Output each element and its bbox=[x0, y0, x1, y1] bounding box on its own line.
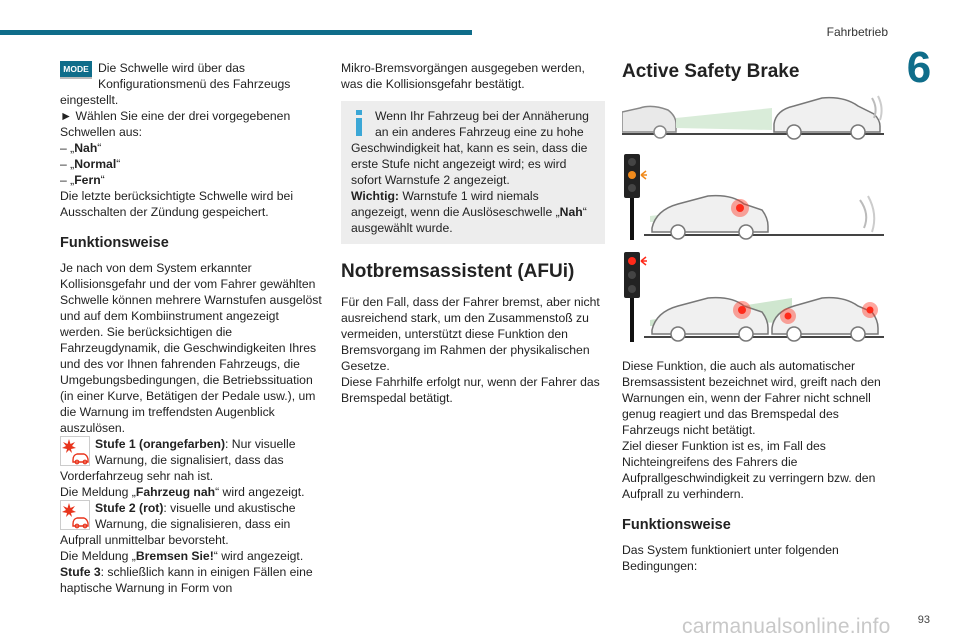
mode-text: Die Schwelle wird über das Konfigurationsmenü des Fahrzeugs eingestellt. bbox=[60, 61, 291, 107]
stufe2-label: Stufe 2 (rot) bbox=[95, 501, 164, 515]
illustration-brake-stage bbox=[622, 250, 886, 344]
msg-text: Bremsen Sie! bbox=[135, 549, 214, 563]
info-icon bbox=[351, 110, 367, 136]
mode-icon: MODE bbox=[60, 61, 92, 79]
important-threshold: Nah bbox=[559, 205, 583, 219]
stufe3-text: : schließlich kann in einigen Fällen eine haptische Warnung in Form von bbox=[60, 565, 313, 595]
dash: – „ bbox=[60, 157, 75, 171]
active-safety-brake-heading: Active Safety Brake bbox=[622, 61, 800, 82]
funktionsweise-body-2: Das System funktioniert unter folgenden Bedingungen: bbox=[622, 543, 839, 573]
info-important bbox=[351, 188, 595, 236]
stufe3-label: Stufe 3 bbox=[60, 565, 101, 579]
illustration-warning-stage bbox=[622, 148, 886, 242]
quote-end: “ bbox=[100, 173, 105, 187]
funktionsweise-heading: Funktionsweise bbox=[60, 235, 169, 251]
info-text: Wenn Ihr Fahrzeug bei der Annäherung an ein anderes Fahrzeug eine zu hohe Geschwindigkeit hat, kann es sein, dass die erste Stufe nicht angezeigt wird; es wird sofort Warnstufe 2 angezeigt. bbox=[351, 109, 589, 187]
stufe2-message bbox=[60, 548, 324, 564]
threshold-name: Fern bbox=[74, 173, 101, 187]
stufe1-message bbox=[60, 484, 324, 500]
important-text: Warnstufe 1 wird niemals angezeigt, wenn die Auslöseschwelle „ bbox=[351, 189, 560, 219]
column-1 bbox=[60, 60, 324, 596]
stufe1-label: Stufe 1 (orangefarben) bbox=[95, 437, 226, 451]
collision-warning-icon bbox=[60, 436, 90, 466]
dash: – „ bbox=[60, 173, 75, 187]
threshold-item-nah bbox=[60, 140, 324, 156]
funktionsweise-heading-2: Funktionsweise bbox=[622, 517, 731, 533]
illustration-car-following bbox=[622, 90, 886, 142]
select-instruction: ► Wählen Sie eine der drei vorgegebenen Schwellen aus: bbox=[60, 109, 291, 139]
threshold-name: Nah bbox=[74, 141, 98, 155]
last-threshold-note: Die letzte berücksichtigte Schwelle wird bei Ausschalten der Zündung gespeichert. bbox=[60, 189, 294, 219]
afu-heading: Notbremsassistent (AFUi) bbox=[341, 261, 575, 282]
stufe3-paragraph bbox=[60, 564, 324, 596]
info-box bbox=[341, 101, 605, 244]
funktionsweise-body: Je nach von dem System erkannter Kollisionsgefahr und der vom Fahrer gewählten Schwelle können mehrere Warnstufen ausgelöst und auf dem Kombiinstrument angezeigt werden. Sie berücksichtigen die Fahrzeugdynamik, die Geschwindigkeiten Ihres und des vor Ihnen fahrenden Fahrzeugs, die Umgebungsbedingungen, die Betriebssituation (in einer Kurve, Betätigen der Pedale usw.), um die Warnung im treffendsten Augenblick auszulösen. bbox=[60, 261, 322, 435]
collision-warning-icon bbox=[60, 500, 90, 530]
dash: – „ bbox=[60, 141, 75, 155]
stufe2-text: : visuelle und akustische Warnung, die signalisieren, dass ein Aufprall unmittelbar bevorsteht. bbox=[60, 501, 296, 547]
msg-post: “ wird angezeigt. bbox=[215, 485, 305, 499]
afu-body-2: Diese Fahrhilfe erfolgt nur, wenn der Fahrer das Bremspedal betätigt. bbox=[341, 375, 600, 405]
stufe1-paragraph bbox=[60, 436, 324, 484]
chapter-number: 6 bbox=[906, 43, 932, 92]
header-accent-bar bbox=[0, 30, 472, 35]
stufe2-paragraph bbox=[60, 500, 324, 548]
page-number: 93 bbox=[917, 614, 930, 626]
asb-body-2: Ziel dieser Funktion ist es, im Fall des Nichteingreifens des Fahrers die Aufprallgeschwindigkeit zu verringern bzw. den Aufprall zu verhindern. bbox=[622, 439, 876, 501]
important-text-end: “ ausgewählt wurde. bbox=[351, 205, 587, 235]
quote-end: “ bbox=[116, 157, 121, 171]
column-3 bbox=[622, 60, 886, 574]
msg-post: “ wird angezeigt. bbox=[213, 549, 304, 563]
quote-end: “ bbox=[97, 141, 102, 155]
threshold-item-fern bbox=[60, 172, 324, 188]
important-label: Wichtig: bbox=[351, 189, 399, 203]
threshold-item-normal bbox=[60, 156, 324, 172]
watermark: carmanualsonline.info bbox=[682, 615, 891, 638]
msg-pre: Die Meldung „ bbox=[60, 549, 136, 563]
header-title: Fahrbetrieb bbox=[826, 25, 888, 39]
stufe1-text: : Nur visuelle Warnung, die signalisiert, dass das Vorderfahrzeug sehr nah ist. bbox=[60, 437, 296, 483]
msg-pre: Die Meldung „ bbox=[60, 485, 136, 499]
msg-text: Fahrzeug nah bbox=[135, 485, 216, 499]
continued-text: Mikro-Bremsvorgängen ausgegeben werden, was die Kollisionsgefahr bestätigt. bbox=[341, 61, 585, 91]
threshold-name: Normal bbox=[74, 157, 117, 171]
afu-body-1: Für den Fall, dass der Fahrer bremst, aber nicht ausreichend stark, um den Zusammenstoß zu vermeiden, unterstützt diese Funktion den Bremsvorgang im Rahmen der physikalischen Gesetze. bbox=[341, 295, 600, 373]
mode-paragraph bbox=[60, 60, 324, 108]
column-2 bbox=[341, 60, 605, 406]
asb-body-1: Diese Funktion, die auch als automatischer Bremsassistent bezeichnet wird, greift nach den Warnungen ein, wenn der Fahrer nicht schnell genug reagiert und das Bremspedal des Fahrzeugs nicht betätigt. bbox=[622, 359, 881, 437]
